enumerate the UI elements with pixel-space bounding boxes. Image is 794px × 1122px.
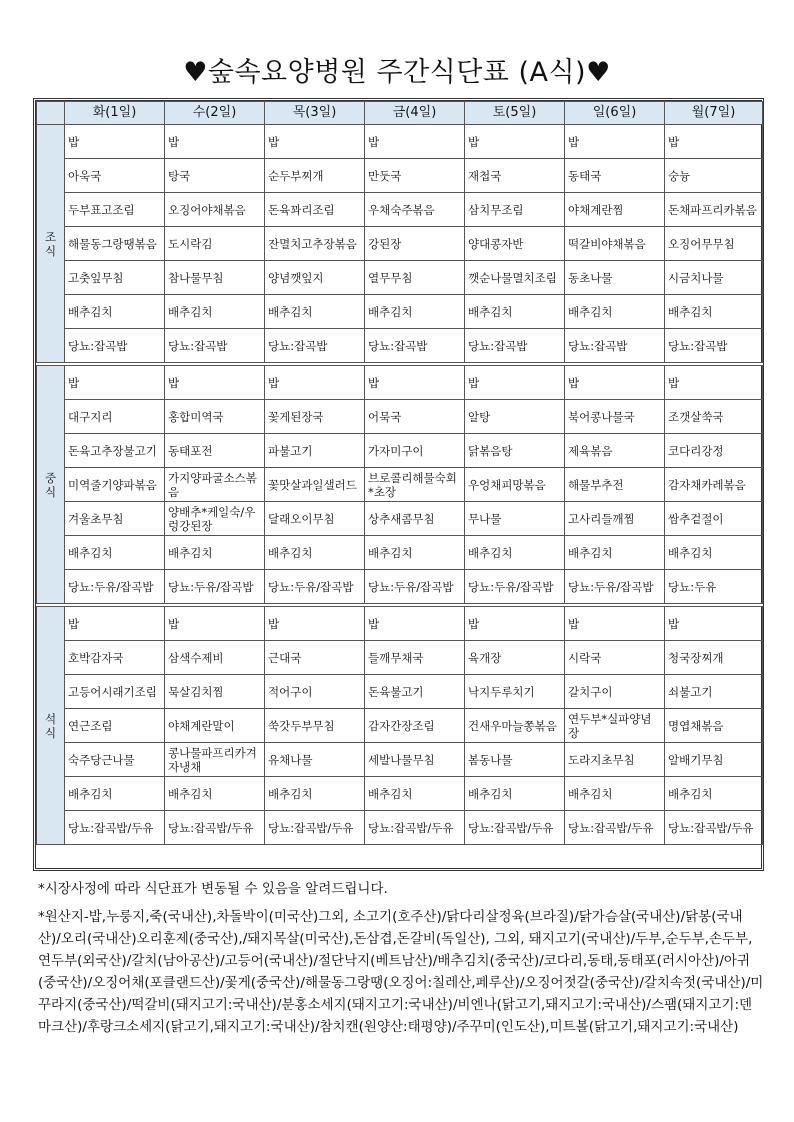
meal-label-char: 조 [44, 229, 57, 244]
menu-cell: 세발나물무침 [365, 743, 465, 777]
menu-cell: 배추김치 [265, 295, 365, 329]
breakfast-row [37, 329, 763, 363]
menu-cell: 숙주당근나물 [65, 743, 165, 777]
menu-cell: 갈치구이 [565, 675, 665, 709]
menu-cell: 배추김치 [665, 777, 763, 811]
menu-cell: 낙지두루치기 [465, 675, 565, 709]
weekly-menu-table [36, 101, 763, 845]
lunch-row [37, 400, 763, 434]
menu-cell: 육개장 [465, 641, 565, 675]
menu-cell: 당뇨:잡곡밥 [565, 329, 665, 363]
menu-cell: 봄동나물 [465, 743, 565, 777]
menu-cell: 파불고기 [265, 434, 365, 468]
menu-cell: 배추김치 [65, 536, 165, 570]
menu-cell: 밥 [65, 366, 165, 400]
menu-cell: 알배기무침 [665, 743, 763, 777]
day-header: 수(2일) [165, 102, 265, 125]
menu-cell: 당뇨:잡곡밥 [165, 329, 265, 363]
menu-cell: 배추김치 [65, 295, 165, 329]
notes-section [38, 878, 764, 1044]
menu-cell: 가자미구이 [365, 434, 465, 468]
menu-cell: 배추김치 [365, 777, 465, 811]
menu-cell: 잔멸치고추장볶음 [265, 227, 365, 261]
day-header: 화(1일) [65, 102, 165, 125]
menu-cell: 만둣국 [365, 159, 465, 193]
menu-cell: 당뇨:두유/잡곡밥 [365, 570, 465, 604]
menu-cell: 밥 [565, 607, 665, 641]
menu-cell: 떡갈비야채볶음 [565, 227, 665, 261]
menu-cell: 배추김치 [165, 777, 265, 811]
menu-cell: 재첩국 [465, 159, 565, 193]
dinner-label [37, 607, 65, 845]
day-header: 일(6일) [565, 102, 665, 125]
menu-cell: 적어구이 [265, 675, 365, 709]
menu-cell: 배추김치 [365, 295, 465, 329]
menu-cell: 동초나물 [565, 261, 665, 295]
menu-cell: 무나물 [465, 502, 565, 536]
menu-cell: 밥 [565, 125, 665, 159]
menu-cell: 당뇨:잡곡밥 [365, 329, 465, 363]
menu-cell: 당뇨:잡곡밥 [465, 329, 565, 363]
menu-cell: 배추김치 [465, 295, 565, 329]
notice-text: *시장사정에 따라 식단표가 변동될 수 있음을 알려드립니다. [38, 881, 388, 897]
day-header: 금(4일) [365, 102, 465, 125]
meal-label-char: 석 [44, 711, 57, 726]
lunch-row [37, 502, 763, 536]
menu-cell: 밥 [365, 366, 465, 400]
menu-cell: 당뇨:잡곡밥 [265, 329, 365, 363]
menu-cell: 오징어무무침 [665, 227, 763, 261]
breakfast-row [37, 125, 763, 159]
menu-cell: 도라지초무침 [565, 743, 665, 777]
menu-cell: 밥 [465, 366, 565, 400]
menu-cell: 밥 [165, 366, 265, 400]
menu-cell: 밥 [465, 607, 565, 641]
menu-cell: 근대국 [265, 641, 365, 675]
lunch-row [37, 536, 763, 570]
menu-cell: 밥 [565, 366, 665, 400]
menu-cell: 당뇨:두유/잡곡밥 [565, 570, 665, 604]
menu-cell: 삼색수제비 [165, 641, 265, 675]
menu-cell: 배추김치 [265, 777, 365, 811]
menu-cell: 열무무침 [365, 261, 465, 295]
menu-cell: 당뇨:잡곡밥/두유 [265, 811, 365, 845]
menu-cell: 배추김치 [165, 295, 265, 329]
menu-cell: 삼치무조림 [465, 193, 565, 227]
menu-cell: 배추김치 [465, 777, 565, 811]
breakfast-label [37, 125, 65, 363]
menu-cell: 연근조림 [65, 709, 165, 743]
menu-cell: 돈육고추장불고기 [65, 434, 165, 468]
menu-cell: 순두부찌개 [265, 159, 365, 193]
menu-cell: 고사리들깨찜 [565, 502, 665, 536]
day-header: 목(3일) [265, 102, 365, 125]
day-header: 토(5일) [465, 102, 565, 125]
day-header-row [37, 102, 763, 125]
lunch-row [37, 366, 763, 400]
menu-cell: 양대콩자반 [465, 227, 565, 261]
menu-cell: 쑥갓두부무침 [265, 709, 365, 743]
menu-cell: 제육볶음 [565, 434, 665, 468]
menu-cell: 들깨무채국 [365, 641, 465, 675]
menu-cell: 호박감자국 [65, 641, 165, 675]
menu-cell: 밥 [65, 607, 165, 641]
page-title: ♥숲속요양병원 주간식단표 (A식)♥ [183, 57, 611, 88]
menu-cell: 고등어시래기조림 [65, 675, 165, 709]
menu-cell: 어묵국 [365, 400, 465, 434]
menu-cell: 당뇨:잡곡밥/두유 [365, 811, 465, 845]
breakfast-row [37, 295, 763, 329]
dinner-row [37, 675, 763, 709]
breakfast-row [37, 261, 763, 295]
menu-cell: 당뇨:잡곡밥 [65, 329, 165, 363]
breakfast-row [37, 193, 763, 227]
menu-cell: 탕국 [165, 159, 265, 193]
menu-cell: 강된장 [365, 227, 465, 261]
menu-cell: 콩나물파프리카겨자냉채 [165, 743, 265, 777]
day-header: 월(7일) [665, 102, 763, 125]
menu-cell: 건새우마늘쫑볶음 [465, 709, 565, 743]
lunch-label [37, 366, 65, 604]
menu-cell: 당뇨:두유/잡곡밥 [265, 570, 365, 604]
menu-cell: 시락국 [565, 641, 665, 675]
menu-cell: 당뇨:두유/잡곡밥 [465, 570, 565, 604]
menu-cell: 알탕 [465, 400, 565, 434]
menu-cell: 밥 [365, 125, 465, 159]
menu-cell: 연두부*실파양념장 [565, 709, 665, 743]
menu-cell: 청국장찌개 [665, 641, 763, 675]
menu-cell: 배추김치 [465, 536, 565, 570]
menu-cell: 감자간장조림 [365, 709, 465, 743]
menu-cell: 돈육불고기 [365, 675, 465, 709]
meal-label-char: 중 [44, 470, 57, 485]
breakfast-row [37, 159, 763, 193]
menu-cell: 야채계란찜 [565, 193, 665, 227]
menu-cell: 양념깻잎지 [265, 261, 365, 295]
dinner-row [37, 607, 763, 641]
menu-cell: 코다리강정 [665, 434, 763, 468]
dinner-row [37, 743, 763, 777]
menu-cell: 미역줄기양파볶음 [65, 468, 165, 502]
menu-cell: 밥 [265, 366, 365, 400]
menu-cell: 배추김치 [365, 536, 465, 570]
menu-cell: 배추김치 [265, 536, 365, 570]
menu-cell: 양배추*케일숙/우렁강된장 [165, 502, 265, 536]
header-corner [37, 102, 65, 125]
menu-cell: 가지양파굴소스볶음 [165, 468, 265, 502]
menu-cell: 배추김치 [665, 536, 763, 570]
meal-label-char: 식 [44, 484, 57, 499]
menu-cell: 당뇨:두유/잡곡밥 [65, 570, 165, 604]
menu-cell: 겨울초무침 [65, 502, 165, 536]
menu-cell: 묵살김치찜 [165, 675, 265, 709]
menu-cell: 밥 [65, 125, 165, 159]
menu-cell: 두부표고조림 [65, 193, 165, 227]
menu-cell: 당뇨:잡곡밥/두유 [65, 811, 165, 845]
menu-cell: 밥 [465, 125, 565, 159]
dinner-row [37, 709, 763, 743]
menu-cell: 배추김치 [565, 777, 665, 811]
menu-cell: 동태포전 [165, 434, 265, 468]
menu-cell: 배추김치 [565, 295, 665, 329]
menu-cell: 꽃게된장국 [265, 400, 365, 434]
menu-cell: 당뇨:잡곡밥/두유 [465, 811, 565, 845]
menu-cell: 당뇨:잡곡밥/두유 [665, 811, 763, 845]
menu-body [37, 125, 763, 845]
menu-cell: 당뇨:잡곡밥/두유 [565, 811, 665, 845]
menu-cell: 배추김치 [165, 536, 265, 570]
menu-cell: 배추김치 [565, 536, 665, 570]
lunch-row [37, 570, 763, 604]
origin-text: *원산지-밥,누룽지,죽(국내산),차돌박이(미국산)그외, 소고기(호주산)/닭다리살정육(브라질)/닭가슴살(국내산)/닭봉(국내산)/오리(국내산)오리훈제(중국산),/돼지목살(미국산),돈삼겹,돈갈비(독일산), 그외, 돼지고기(국내산)/두부,순두부,손두부,연두부(외국산)/갈치(남아공산)/고등어(국내산)/절단낙지(베트남산)/배추김치(중국산)/코다리,동태,동태포(러시아산)/아귀(중국산)/오징어채(포클랜드산)/꽃게(중국산)/해물동그랑땡(오징어:칠레산,페루산)/오징어젓갈(중국산)/갈치속젓(국내산)/미꾸라지(중국산)/떡갈비(돼지고기:국내산)/분홍소세지(돼지고기:국내산)/비엔나(닭고기,돼지고기:국내산)/스팸(돼지고기:덴마크산)/후랑크소세지(닭고기,돼지고기:국내산)/참치캔(원양산:태평양)/주꾸미(인도산),미트볼(닭고기,돼지고기:국내산) [38, 909, 764, 1035]
menu-cell: 동태국 [565, 159, 665, 193]
menu-cell: 감자채카레볶음 [665, 468, 763, 502]
menu-cell: 꽃맛살과일샐러드 [265, 468, 365, 502]
menu-cell: 깻순나물멸치조림 [465, 261, 565, 295]
lunch-row [37, 468, 763, 502]
breakfast-row [37, 227, 763, 261]
menu-cell: 상추새콤무침 [365, 502, 465, 536]
menu-cell: 쇠불고기 [665, 675, 763, 709]
menu-cell: 배추김치 [665, 295, 763, 329]
menu-cell: 오징어야채볶음 [165, 193, 265, 227]
menu-cell: 대구지리 [65, 400, 165, 434]
menu-cell: 해물부추전 [565, 468, 665, 502]
menu-cell: 북어콩나물국 [565, 400, 665, 434]
menu-cell: 고춧잎무침 [65, 261, 165, 295]
menu-cell: 당뇨:두유/잡곡밥 [165, 570, 265, 604]
dinner-row [37, 641, 763, 675]
menu-cell: 참나물무침 [165, 261, 265, 295]
menu-cell: 해물동그랑땡볶음 [65, 227, 165, 261]
lunch-row [37, 434, 763, 468]
menu-cell: 닭볶음탕 [465, 434, 565, 468]
menu-cell: 밥 [665, 366, 763, 400]
menu-cell: 홍합미역국 [165, 400, 265, 434]
meal-label-char: 식 [44, 725, 57, 740]
menu-cell: 쌈추겉절이 [665, 502, 763, 536]
menu-cell: 우엉채피망볶음 [465, 468, 565, 502]
menu-cell: 돈채파프리카볶음 [665, 193, 763, 227]
menu-cell: 명엽채볶음 [665, 709, 763, 743]
dinner-row [37, 811, 763, 845]
menu-cell: 아욱국 [65, 159, 165, 193]
meal-label-char: 식 [44, 243, 57, 258]
menu-cell: 밥 [665, 607, 763, 641]
menu-cell: 달래오이무침 [265, 502, 365, 536]
menu-cell: 배추김치 [65, 777, 165, 811]
menu-cell: 숭늉 [665, 159, 763, 193]
menu-cell: 당뇨:두유 [665, 570, 763, 604]
menu-cell: 야채계란말이 [165, 709, 265, 743]
dinner-row [37, 777, 763, 811]
menu-cell: 당뇨:잡곡밥 [665, 329, 763, 363]
menu-cell: 우채숙주볶음 [365, 193, 465, 227]
menu-cell: 유채나물 [265, 743, 365, 777]
menu-cell: 도시락김 [165, 227, 265, 261]
menu-cell: 밥 [665, 125, 763, 159]
menu-cell: 밥 [165, 125, 265, 159]
menu-cell: 조갯살쑥국 [665, 400, 763, 434]
menu-cell: 시금치나물 [665, 261, 763, 295]
menu-cell: 밥 [265, 125, 365, 159]
menu-cell: 브로콜리해물숙회*초장 [365, 468, 465, 502]
menu-cell: 밥 [265, 607, 365, 641]
menu-cell: 밥 [365, 607, 465, 641]
menu-cell: 당뇨:잡곡밥/두유 [165, 811, 265, 845]
menu-cell: 돈육꽈리조림 [265, 193, 365, 227]
menu-cell: 밥 [165, 607, 265, 641]
